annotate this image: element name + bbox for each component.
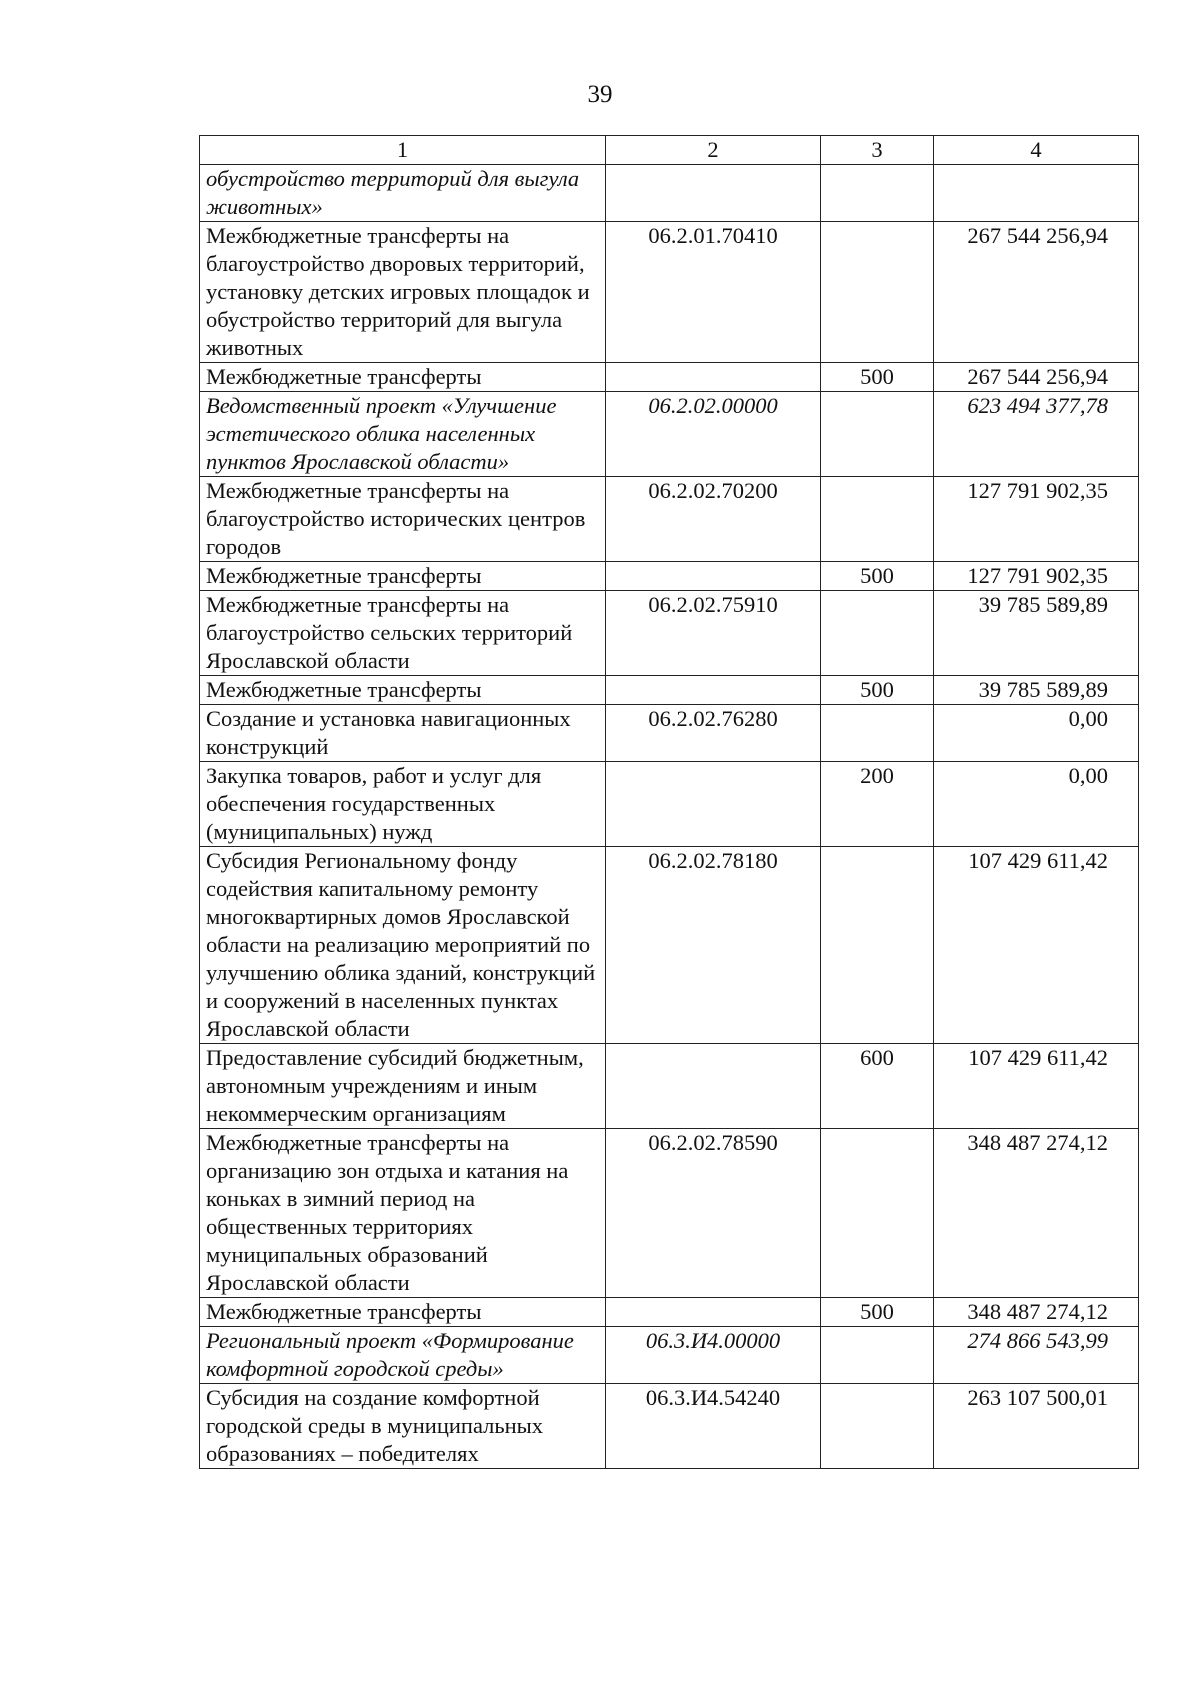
code-cell: 06.2.01.70410 xyxy=(606,222,821,363)
name-cell: Межбюджетные трансферты xyxy=(200,562,606,591)
expense-type-cell xyxy=(821,1384,934,1469)
name-cell: обустройство территорий для выгула животных» xyxy=(200,165,606,222)
name-cell: Межбюджетные трансферты на благоустройство дворовых территорий, установку детских игровых площадок и обустройство территорий для выгула животных xyxy=(200,222,606,363)
expense-type-cell: 500 xyxy=(821,676,934,705)
table-row xyxy=(200,477,1139,562)
sum-cell: 0,00 xyxy=(934,762,1139,847)
sum-cell xyxy=(934,165,1139,222)
table-row xyxy=(200,1384,1139,1469)
column-header-4: 4 xyxy=(934,136,1139,165)
name-cell: Межбюджетные трансферты на благоустройство исторических центров городов xyxy=(200,477,606,562)
table-row xyxy=(200,1298,1139,1327)
expense-type-cell xyxy=(821,1327,934,1384)
table-row xyxy=(200,562,1139,591)
sum-cell: 0,00 xyxy=(934,705,1139,762)
code-cell xyxy=(606,165,821,222)
column-header-2: 2 xyxy=(606,136,821,165)
expense-type-cell: 500 xyxy=(821,562,934,591)
name-cell: Региональный проект «Формирование комфортной городской среды» xyxy=(200,1327,606,1384)
code-cell: 06.2.02.70200 xyxy=(606,477,821,562)
table-row xyxy=(200,705,1139,762)
code-cell: 06.3.И4.54240 xyxy=(606,1384,821,1469)
sum-cell: 623 494 377,78 xyxy=(934,392,1139,477)
expense-type-cell xyxy=(821,165,934,222)
expense-type-cell xyxy=(821,392,934,477)
code-cell: 06.3.И4.00000 xyxy=(606,1327,821,1384)
name-cell: Субсидия Региональному фонду содействия капитальному ремонту многоквартирных домов Ярославской области на реализацию мероприятий по улучшению облика зданий, конструкций и сооружений в населенных пунктах Ярославской области xyxy=(200,847,606,1044)
name-cell: Субсидия на создание комфортной городской среды в муниципальных образованиях – победителях xyxy=(200,1384,606,1469)
sum-cell: 39 785 589,89 xyxy=(934,591,1139,676)
code-cell xyxy=(606,676,821,705)
expense-type-cell: 600 xyxy=(821,1044,934,1129)
name-cell: Ведомственный проект «Улучшение эстетического облика населенных пунктов Ярославской области» xyxy=(200,392,606,477)
expense-type-cell: 500 xyxy=(821,1298,934,1327)
expense-type-cell xyxy=(821,591,934,676)
table-row xyxy=(200,363,1139,392)
code-cell: 06.2.02.76280 xyxy=(606,705,821,762)
code-cell xyxy=(606,762,821,847)
expense-type-cell xyxy=(821,847,934,1044)
code-cell: 06.2.02.78590 xyxy=(606,1129,821,1298)
sum-cell: 267 544 256,94 xyxy=(934,363,1139,392)
sum-cell: 263 107 500,01 xyxy=(934,1384,1139,1469)
code-cell: 06.2.02.78180 xyxy=(606,847,821,1044)
code-cell: 06.2.02.75910 xyxy=(606,591,821,676)
name-cell: Межбюджетные трансферты xyxy=(200,363,606,392)
code-cell: 06.2.02.00000 xyxy=(606,392,821,477)
expense-type-cell xyxy=(821,705,934,762)
sum-cell: 348 487 274,12 xyxy=(934,1129,1139,1298)
budget-table xyxy=(199,135,1139,1469)
code-cell xyxy=(606,1044,821,1129)
name-cell: Закупка товаров, работ и услуг для обеспечения государственных (муниципальных) нужд xyxy=(200,762,606,847)
table-row xyxy=(200,165,1139,222)
table-row xyxy=(200,222,1139,363)
table-header-row xyxy=(200,136,1139,165)
table-row xyxy=(200,1129,1139,1298)
name-cell: Создание и установка навигационных конструкций xyxy=(200,705,606,762)
code-cell xyxy=(606,562,821,591)
code-cell xyxy=(606,1298,821,1327)
expense-type-cell xyxy=(821,222,934,363)
code-cell xyxy=(606,363,821,392)
sum-cell: 107 429 611,42 xyxy=(934,1044,1139,1129)
expense-type-cell: 500 xyxy=(821,363,934,392)
name-cell: Предоставление субсидий бюджетным, автономным учреждениям и иным некоммерческим организациям xyxy=(200,1044,606,1129)
sum-cell: 127 791 902,35 xyxy=(934,562,1139,591)
page-number: 39 xyxy=(587,81,613,108)
table-row xyxy=(200,847,1139,1044)
table-row xyxy=(200,1327,1139,1384)
sum-cell: 348 487 274,12 xyxy=(934,1298,1139,1327)
name-cell: Межбюджетные трансферты xyxy=(200,676,606,705)
table-row xyxy=(200,591,1139,676)
name-cell: Межбюджетные трансферты xyxy=(200,1298,606,1327)
table-row xyxy=(200,762,1139,847)
sum-cell: 274 866 543,99 xyxy=(934,1327,1139,1384)
table-row xyxy=(200,676,1139,705)
column-header-3: 3 xyxy=(821,136,934,165)
sum-cell: 127 791 902,35 xyxy=(934,477,1139,562)
sum-cell: 39 785 589,89 xyxy=(934,676,1139,705)
table-row xyxy=(200,1044,1139,1129)
expense-type-cell xyxy=(821,1129,934,1298)
expense-type-cell xyxy=(821,477,934,562)
sum-cell: 107 429 611,42 xyxy=(934,847,1139,1044)
sum-cell: 267 544 256,94 xyxy=(934,222,1139,363)
expense-type-cell: 200 xyxy=(821,762,934,847)
name-cell: Межбюджетные трансферты на благоустройство сельских территорий Ярославской области xyxy=(200,591,606,676)
table-body xyxy=(200,165,1139,1469)
column-header-1: 1 xyxy=(200,136,606,165)
table-row xyxy=(200,392,1139,477)
name-cell: Межбюджетные трансферты на организацию зон отдыха и катания на коньках в зимний период на общественных территориях муниципальных образований Ярославской области xyxy=(200,1129,606,1298)
